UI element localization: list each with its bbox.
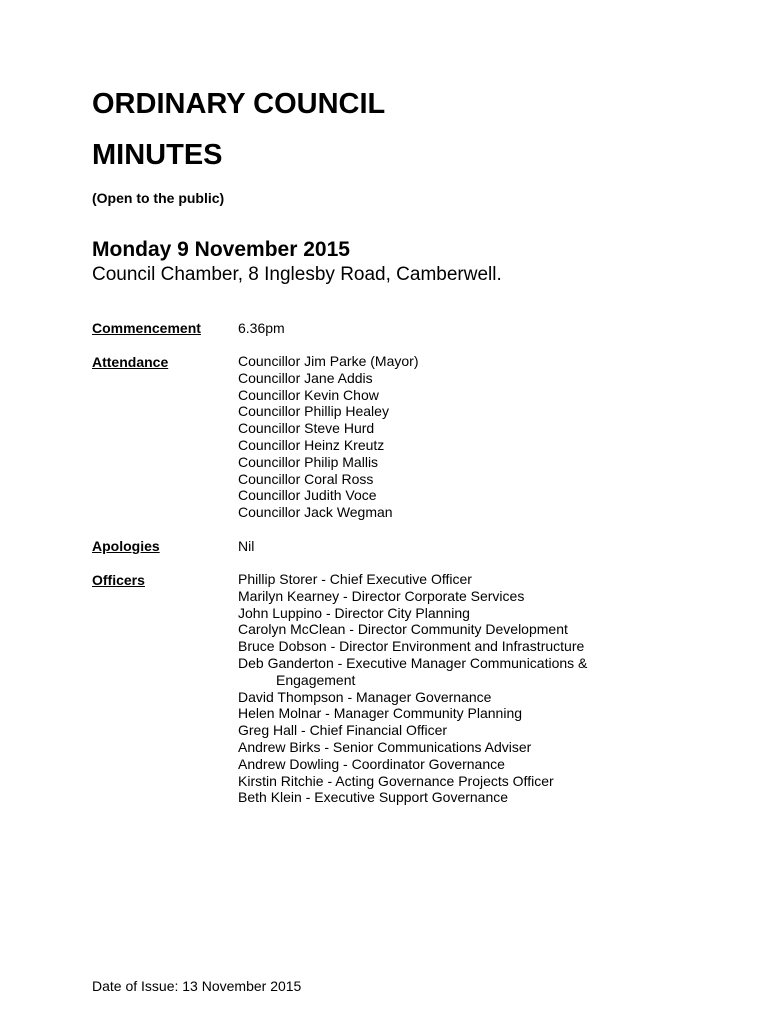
attendee: Councillor Judith Voce [238,487,377,504]
officer: John Luppino - Director City Planning [238,604,470,621]
officer: Marilyn Kearney - Director Corporate Services [238,587,525,604]
meeting-venue: Council Chamber, 8 Inglesby Road, Camberwell. [92,264,502,285]
attendee: Councillor Kevin Chow [238,386,379,403]
officers-label: Officers [92,572,145,588]
attendee: Councillor Jack Wegman [238,504,393,521]
apologies-label: Apologies [92,538,160,554]
officer: Deb Ganderton - Executive Manager Communications & [238,654,588,671]
officer-continuation: Engagement [276,671,356,688]
officers-list [238,571,587,806]
apologies-value: Nil [238,538,255,554]
attendee: Councillor Coral Ross [238,470,374,487]
officer: Beth Klein - Executive Support Governance [238,789,509,806]
attendance-list [238,353,418,521]
officer: Phillip Storer - Chief Executive Officer [238,571,472,587]
commencement-label: Commencement [92,320,201,336]
attendee: Councillor Phillip Healey [238,403,389,420]
officer: Kirstin Ritchie - Acting Governance Projects Officer [238,772,554,789]
meeting-date: Monday 9 November 2015 [92,238,350,261]
officer: Andrew Birks - Senior Communications Adviser [238,738,532,755]
commencement-time: 6.36pm [238,320,285,336]
attendance-label: Attendance [92,354,169,370]
attendee: Councillor Jane Addis [238,369,373,386]
attendee: Councillor Steve Hurd [238,420,375,437]
officer: Bruce Dobson - Director Environment and Infrastructure [238,638,585,655]
attendee: Councillor Jim Parke (Mayor) [238,353,419,369]
officer: Andrew Dowling - Coordinator Governance [238,755,505,772]
officer: Greg Hall - Chief Financial Officer [238,722,448,739]
attendee: Councillor Philip Mallis [238,453,379,470]
attendee: Councillor Heinz Kreutz [238,436,385,453]
document-subtitle: (Open to the public) [92,190,225,206]
document-title-line-2: MINUTES [92,139,223,171]
document-title-line-1: ORDINARY COUNCIL [92,88,386,120]
officer: Carolyn McClean - Director Community Development [238,621,568,638]
officer: Helen Molnar - Manager Community Planning [238,705,523,722]
date-of-issue: Date of Issue: 13 November 2015 [92,978,302,994]
officer: David Thompson - Manager Governance [238,688,492,705]
